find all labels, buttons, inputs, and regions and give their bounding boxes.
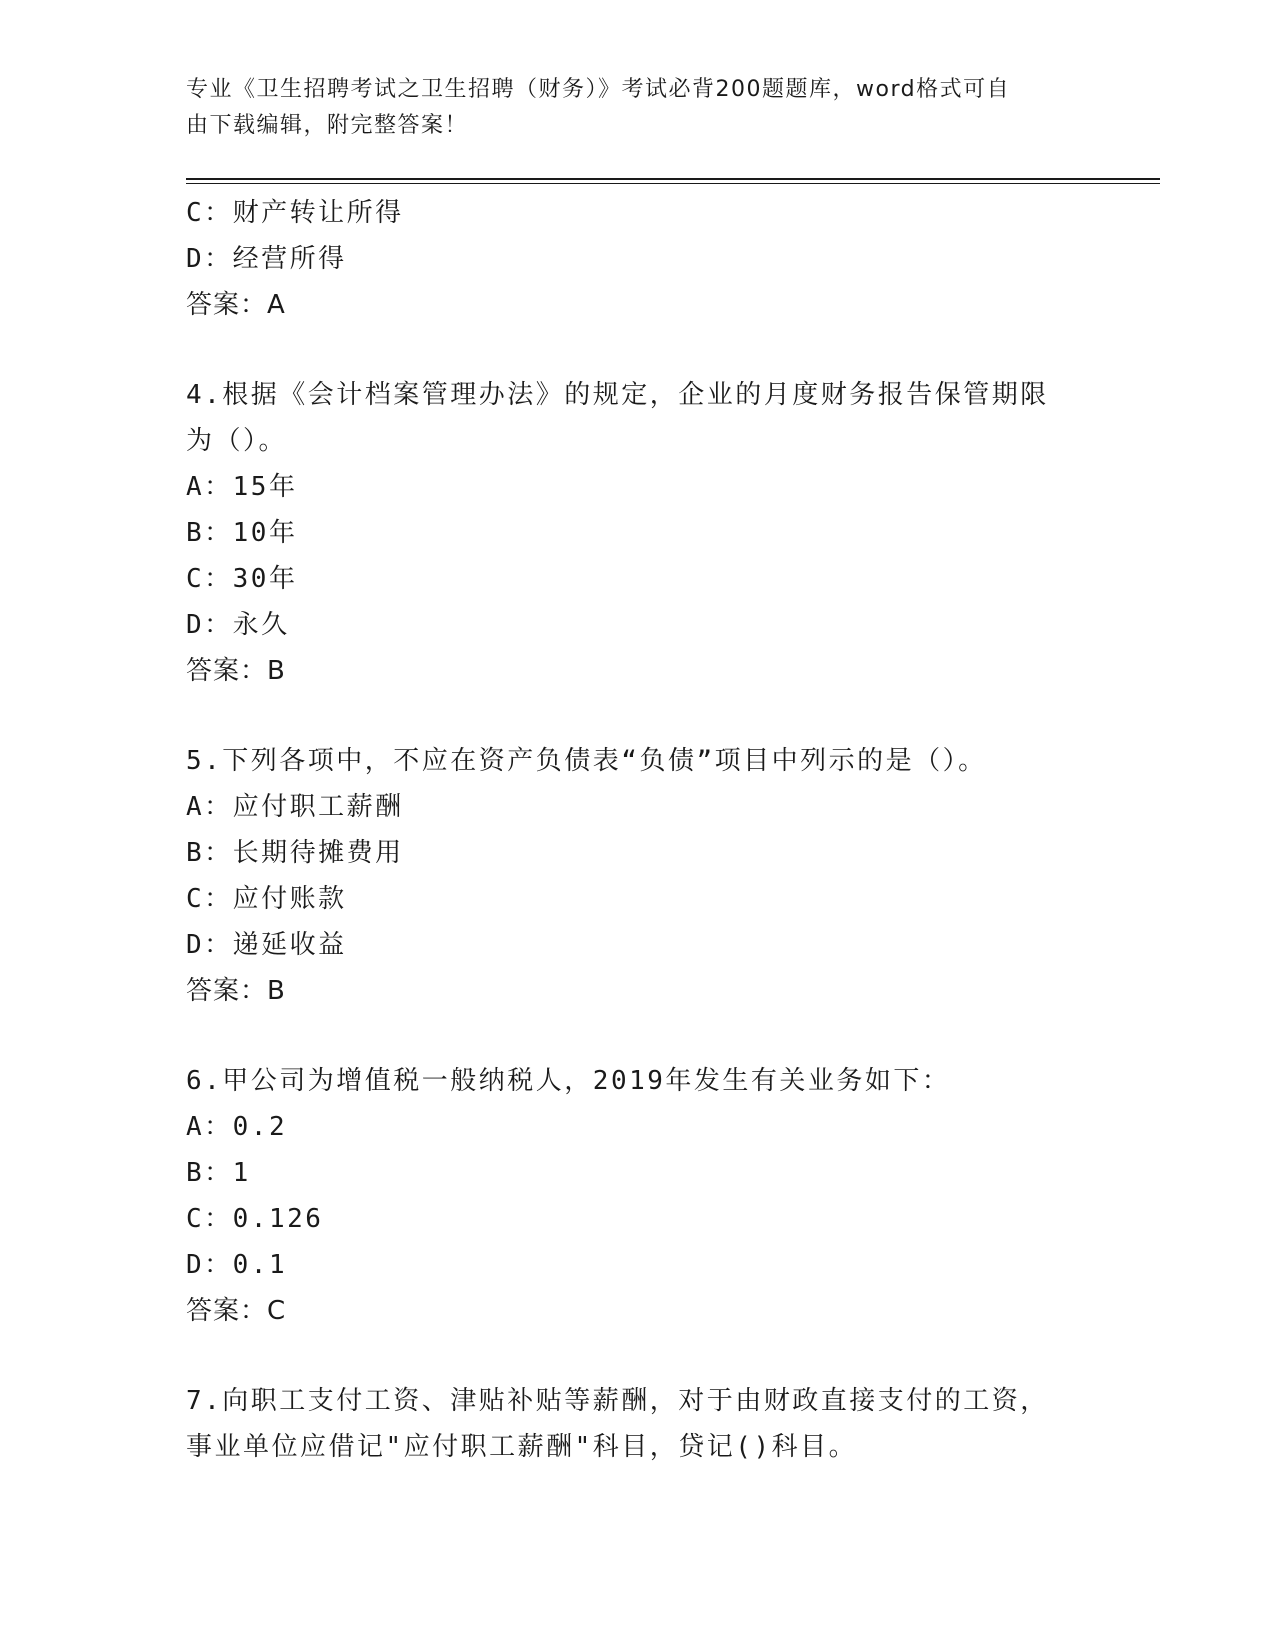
header-divider-thin: [186, 183, 1160, 184]
option-a: A：应付职工薪酬: [186, 792, 404, 822]
answer-line: 答案：C: [186, 1296, 287, 1326]
option-b: B：长期待摊费用: [186, 838, 404, 868]
option-c: C：应付账款: [186, 884, 347, 914]
answer-line: 答案：B: [186, 976, 286, 1006]
option-c: C：0.126: [186, 1204, 324, 1234]
option-d: D：永久: [186, 610, 290, 640]
spacer: [186, 328, 1086, 372]
question-3: [186, 190, 1086, 328]
option-d: D：递延收益: [186, 930, 347, 960]
spacer: [186, 694, 1086, 738]
option-d: D：经营所得: [186, 244, 347, 274]
question-text: 5.下列各项中，不应在资产负债表“负债”项目中列示的是（）。: [186, 746, 987, 776]
question-7: [186, 1378, 1086, 1470]
question-text-cont: 为（）。: [186, 426, 288, 456]
question-list: [186, 190, 1086, 1470]
question-6: [186, 1058, 1086, 1334]
question-4: [186, 372, 1086, 694]
question-text-cont: 事业单位应借记"应付职工薪酬"科目，贷记()科目。: [186, 1432, 858, 1462]
document-header: [186, 72, 1086, 144]
option-b: B：1: [186, 1158, 251, 1188]
question-text: 6.甲公司为增值税一般纳税人，2019年发生有关业务如下：: [186, 1066, 951, 1096]
header-line-2: 由下载编辑，附完整答案！: [186, 113, 469, 138]
header-line-1: 专业《卫生招聘考试之卫生招聘（财务）》考试必背200题题库，word格式可自: [186, 77, 1011, 102]
option-d: D：0.1: [186, 1250, 288, 1280]
answer-line: 答案：A: [186, 290, 286, 320]
option-c: C：财产转让所得: [186, 198, 404, 228]
option-b: B：10年: [186, 518, 298, 548]
option-a: A：15年: [186, 472, 298, 502]
option-c: C：30年: [186, 564, 298, 594]
header-divider-thick: [186, 178, 1160, 180]
question-text: 4.根据《会计档案管理办法》的规定，企业的月度财务报告保管期限: [186, 380, 1049, 410]
question-text: 7.向职工支付工资、津贴补贴等薪酬，对于由财政直接支付的工资，: [186, 1386, 1049, 1416]
answer-line: 答案：B: [186, 656, 286, 686]
spacer: [186, 1334, 1086, 1378]
spacer: [186, 1014, 1086, 1058]
question-5: [186, 738, 1086, 1014]
option-a: A：0.2: [186, 1112, 288, 1142]
